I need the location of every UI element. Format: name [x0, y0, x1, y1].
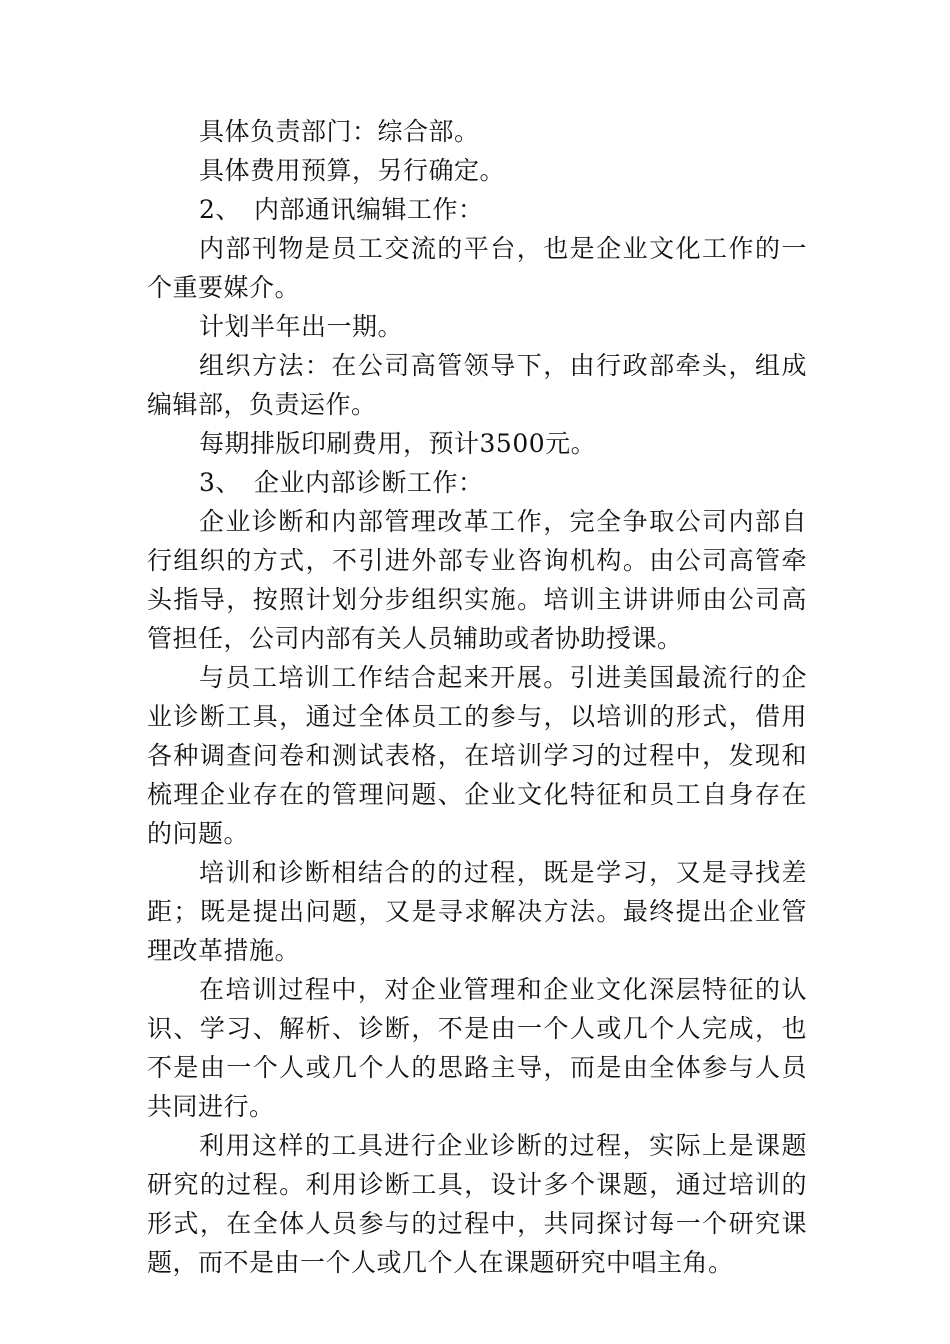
paragraph-schedule: 计划半年出一期。: [199, 312, 404, 341]
paragraph-organization-method: 组织方法：在公司高管领导下，由行政部牵头，组成编辑部，负责运作。: [147, 351, 807, 419]
paragraph-collective-participation: 在培训过程中，对企业管理和企业文化深层特征的认识、学习、解析、诊断，不是由一个人或几个人完成，也不是由一个人或几个人的思路主导，而是由全体参与人员共同进行。: [147, 975, 807, 1121]
section-heading-2: [147, 190, 807, 229]
section-title: 企业内部诊断工作：: [254, 468, 484, 497]
paragraph-learning-process: 培训和诊断相结合的的过程，既是学习，又是寻找差距；既是提出问题，又是寻求解决方法。最终提出企业管理改革措施。: [147, 858, 807, 965]
document-body: [147, 112, 807, 1282]
section-number: 2、: [199, 195, 241, 224]
paragraph-training-combination: 与员工培训工作结合起来开展。引进美国最流行的企业诊断工具，通过全体员工的参与，以培训的形式，借用各种调查问卷和测试表格，在培训学习的过程中，发现和梳理企业存在的管理问题、企业文化特征和员工自身存在的问题。: [147, 663, 807, 848]
paragraph-budget: 具体费用预算，另行确定。: [199, 156, 506, 185]
paragraph-internal-publication: 内部刊物是员工交流的平台，也是企业文化工作的一个重要媒介。: [147, 234, 807, 302]
paragraph-printing-cost: 每期排版印刷费用，预计3500元。: [199, 429, 597, 458]
section-number: 3、: [199, 468, 241, 497]
paragraph-diagnosis-intro: 企业诊断和内部管理改革工作，完全争取公司内部自行组织的方式，不引进外部专业咨询机构。由公司高管牵头指导，按照计划分步组织实施。培训主讲讲师由公司高管担任，公司内部有关人员辅助或者协助授课。: [147, 507, 807, 653]
paragraph-responsible-dept: 具体负责部门：综合部。: [199, 117, 480, 146]
paragraph-research-process: 利用这样的工具进行企业诊断的过程，实际上是课题研究的过程。利用诊断工具，设计多个课题，通过培训的形式，在全体人员参与的过程中，共同探讨每一个研究课题，而不是由一个人或几个人在课题研究中唱主角。: [147, 1131, 807, 1277]
section-heading-3: [147, 463, 807, 502]
section-title: 内部通讯编辑工作：: [254, 195, 484, 224]
